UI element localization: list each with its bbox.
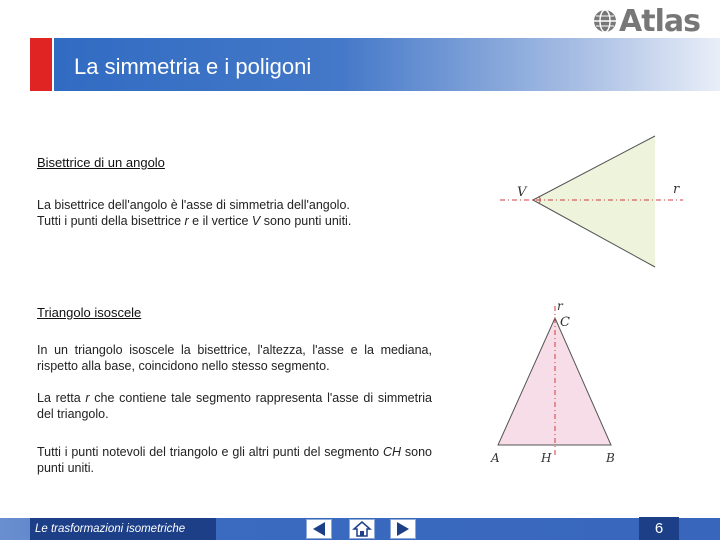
paragraph-triangolo-1: In un triangolo isoscele la bisettrice, l'altezza, l'asse e la mediana, rispetto alla base, coincidono nello stesso segmento.: [37, 343, 432, 373]
atlas-logo: [592, 4, 700, 38]
next-icon: [391, 520, 415, 538]
home-icon: [350, 520, 374, 538]
paragraph-triangolo-3: Tutti i punti notevoli del triangolo e gli altri punti del segmento CH sono punti uniti.: [37, 445, 432, 475]
title-accent: [30, 38, 52, 91]
globe-icon: [592, 8, 618, 34]
section-heading-bisettrice: Bisettrice di un angolo: [37, 155, 165, 170]
bisector-label: r: [673, 182, 680, 197]
text-line: Tutti i punti della bisettrice r e il vertice V sono punti uniti.: [37, 214, 352, 228]
home-button[interactable]: [349, 519, 375, 539]
next-button[interactable]: [390, 519, 416, 539]
previous-icon: [307, 520, 331, 538]
title-divider: [52, 38, 54, 91]
angle-bisector-figure: [495, 130, 690, 275]
footer: [0, 513, 720, 540]
previous-button[interactable]: [306, 519, 332, 539]
paragraph-bisettrice: [37, 197, 437, 229]
footer-label: Le trasformazioni isometriche: [30, 518, 216, 540]
vertex-b-label: B: [606, 451, 615, 465]
vertex-label: V: [517, 185, 527, 200]
vertex-a-label: A: [491, 451, 500, 465]
title-bar: [30, 38, 720, 91]
axis-label: r: [557, 299, 563, 313]
section-heading-triangolo: Triangolo isoscele: [37, 305, 142, 320]
page-title: La simmetria e i poligoni: [74, 54, 312, 79]
page-number: 6: [639, 517, 679, 540]
text-line: La bisettrice dell'angolo è l'asse di simmetria dell'angolo.: [37, 198, 350, 212]
logo-text: Atlas: [619, 3, 700, 39]
foot-h-label: H: [541, 451, 552, 465]
apex-label: C: [560, 315, 570, 330]
paragraph-triangolo-2: La retta r che contiene tale segmento rappresenta l'asse di simmetria del triangolo.: [37, 391, 432, 421]
isosceles-triangle-figure: [485, 298, 625, 468]
